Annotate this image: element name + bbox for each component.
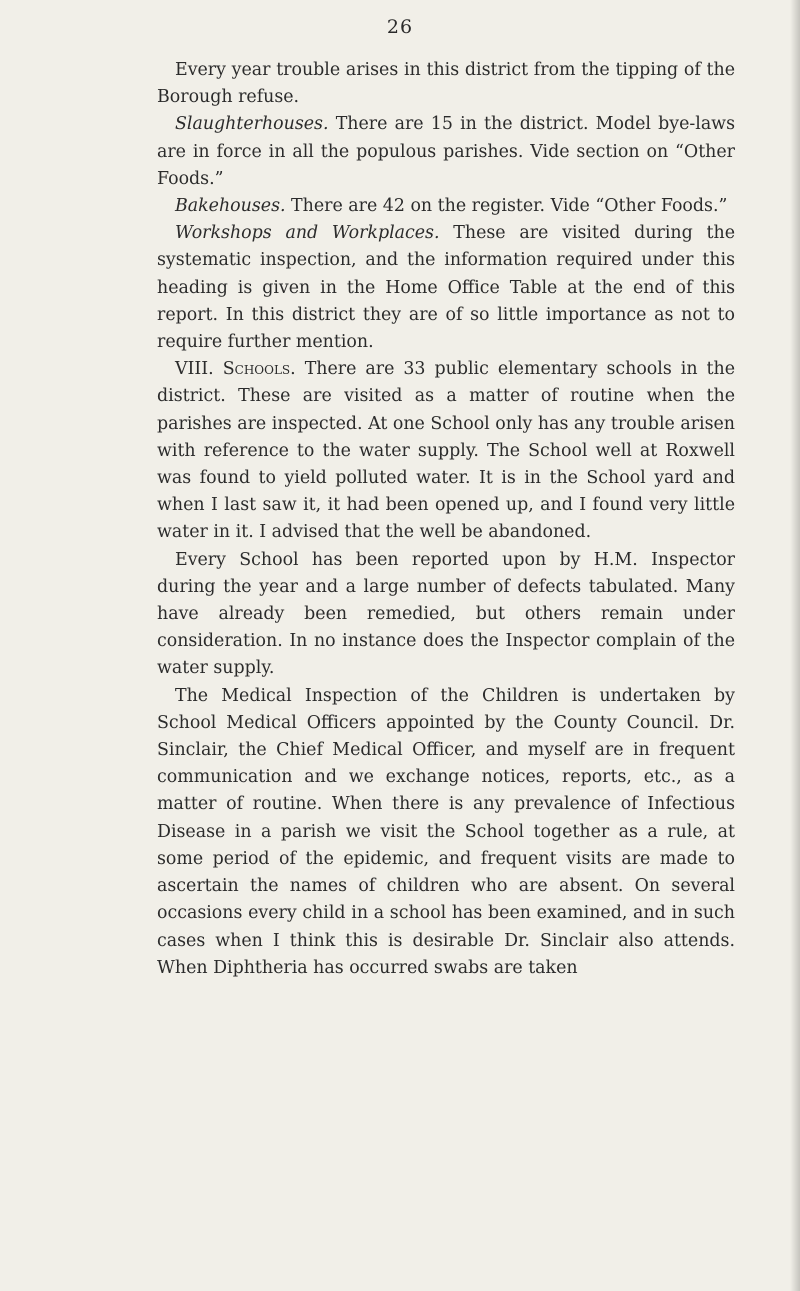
schools-heading: Schools. (222, 359, 296, 380)
paragraph-bakehouses (157, 193, 735, 220)
slaughterhouses-text: There are 15 in the district. Model bye-laws are in force in all the populous parishes. Vide section on “Other Foods.” (157, 114, 735, 189)
page-number: 26 (386, 16, 414, 38)
paragraph-tipping-refuse: Every year trouble arises in this district from the tipping of the Borough refuse. (157, 60, 735, 108)
slaughterhouses-heading: Slaughterhouses. (175, 114, 329, 135)
workshops-heading: Workshops and Workplaces. (175, 223, 440, 244)
page-edge-shadow (790, 0, 800, 1291)
bakehouses-heading: Bakehouses. (175, 196, 286, 217)
section-numeral: VIII. (175, 359, 214, 380)
bakehouses-text: There are 42 on the register. Vide “Other Foods.” (285, 196, 728, 217)
paragraph-medical-inspection: The Medical Inspection of the Children is undertaken by School Medical Officers appointed by the County Council. Dr. Sinclair, the Chief Medical Officer, and myself are in frequent communication and we exchange notices, reports, etc., as a matter of routine. When there is any prevalence of Infectious Disease in a parish we visit the School together as a rule, at some period of the epidemic, and frequent visits are made to ascertain the names of children who are absent. On several occasions every child in a school has been examined, and in such cases when I think this is desirable Dr. Sinclair also attends. When Diphtheria has occurred swabs are taken (157, 685, 735, 978)
paragraph-schools (157, 356, 735, 546)
paragraph-workshops (157, 220, 735, 356)
body-text (157, 57, 735, 982)
paragraph-slaughterhouses (157, 111, 735, 193)
paragraph-inspector-report: Every School has been reported upon by H.M. Inspector during the year and a large number of defects tabulated. Many have already been remedied, but others remain under consideration. In no instance does the Inspector complain of the water supply. (157, 549, 735, 679)
workshops-text: These are visited during the systematic inspection, and the information required under this heading is given in the Home Office Table at the end of this report. In this district they are of so little importance as not to require further mention. (157, 223, 735, 353)
schools-text: There are 33 public elementary schools in the district. These are visited as a matter of routine when the parishes are inspected. At one School only has any trouble arisen with reference to the water supply. The School well at Roxwell was found to yield polluted water. It is in the School yard and when I last saw it, it had been opened up, and I found very little water in it. I advised that the well be abandoned. (157, 359, 736, 543)
